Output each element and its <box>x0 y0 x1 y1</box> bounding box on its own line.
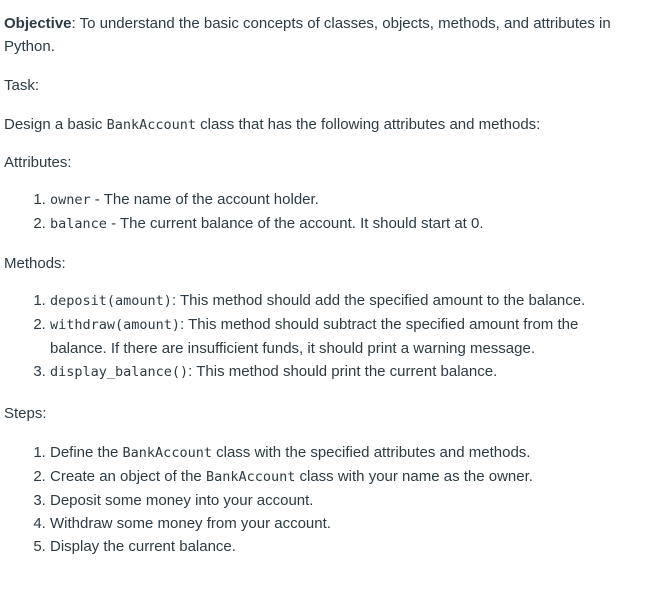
list-item <box>50 360 635 384</box>
task-intro-text-end: class that has the following attributes and methods: <box>195 116 541 133</box>
list-item <box>50 313 635 360</box>
attribute-code: owner <box>50 192 91 208</box>
method-text: : This method should add the specified amount to the balance. <box>171 292 586 309</box>
objective-text: : To understand the basic concepts of classes, objects, methods, and attributes in Python. <box>4 15 611 55</box>
methods-heading: Methods: <box>4 255 66 272</box>
list-item <box>50 489 635 512</box>
attributes-list <box>4 188 635 236</box>
list-item <box>50 512 635 535</box>
list-item <box>50 441 635 465</box>
step-text: Create an object of the <box>50 468 206 485</box>
step-text: Deposit some money into your account. <box>50 492 314 509</box>
objective-label: Objective <box>4 15 72 32</box>
step-text-end: class with the specified attributes and methods. <box>211 444 531 461</box>
method-text: : This method should subtract the specified amount from the balance. If there are insufficient funds, it should print a warning message. <box>50 316 579 357</box>
steps-heading: Steps: <box>4 405 47 422</box>
attribute-code: balance <box>50 216 107 232</box>
step-text: Withdraw some money from your account. <box>50 515 331 532</box>
list-item <box>50 212 635 236</box>
step-code: BankAccount <box>122 445 212 461</box>
list-item <box>50 465 635 489</box>
method-code: withdraw(amount) <box>50 317 181 333</box>
objective-paragraph <box>4 12 635 58</box>
attributes-heading: Attributes: <box>4 154 72 171</box>
step-text-end: class with your name as the owner. <box>295 468 533 485</box>
method-code: deposit(amount) <box>50 293 172 309</box>
list-item <box>50 188 635 212</box>
attribute-text: - The name of the account holder. <box>90 191 319 208</box>
methods-list <box>4 289 635 384</box>
step-text: Display the current balance. <box>50 538 236 555</box>
step-code: BankAccount <box>205 469 296 485</box>
task-intro-text: Design a basic <box>4 116 107 133</box>
task-intro <box>4 113 635 137</box>
attribute-text: - The current balance of the account. It should start at 0. <box>106 215 484 232</box>
list-item <box>50 289 635 313</box>
method-code: display_balance() <box>50 364 189 380</box>
class-name-code: BankAccount <box>106 117 196 133</box>
list-item <box>50 535 635 558</box>
task-heading: Task: <box>4 77 40 94</box>
step-text: Define the <box>50 444 123 461</box>
steps-list <box>4 441 635 558</box>
method-text: : This method should print the current balance. <box>188 363 498 380</box>
